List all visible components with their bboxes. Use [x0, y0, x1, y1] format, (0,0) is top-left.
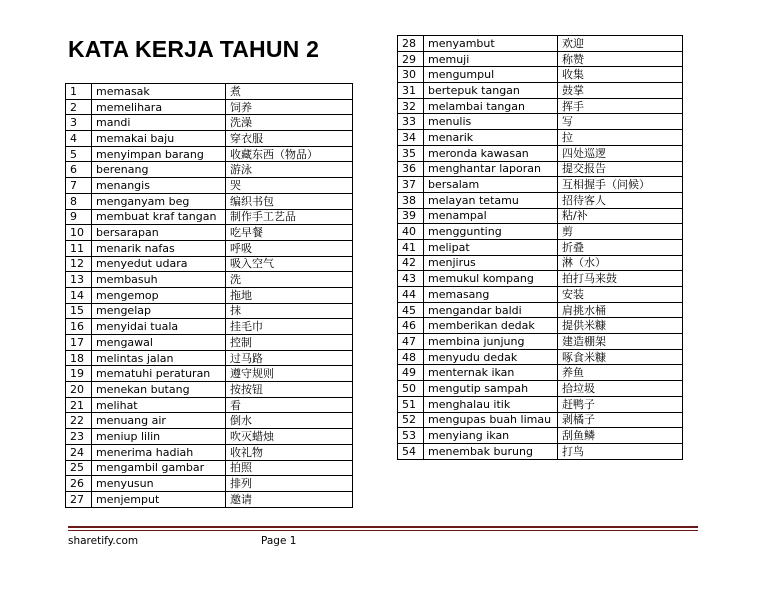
row-number-cell: 14	[66, 287, 92, 303]
chinese-translation-cell: 游泳	[226, 162, 353, 178]
row-number-cell: 50	[398, 381, 424, 397]
table-row	[66, 178, 353, 194]
malay-verb-cell: menganyam beg	[92, 193, 226, 209]
malay-verb-cell: mengandar baldi	[424, 302, 558, 318]
table-row	[398, 239, 683, 255]
footer-divider-thin	[68, 530, 698, 531]
malay-verb-cell: mengutip sampah	[424, 381, 558, 397]
row-number-cell: 31	[398, 83, 424, 99]
row-number-cell: 1	[66, 84, 92, 100]
row-number-cell: 15	[66, 303, 92, 319]
chinese-translation-cell: 招待客人	[558, 192, 683, 208]
table-row	[398, 255, 683, 271]
malay-verb-cell: memukul kompang	[424, 271, 558, 287]
row-number-cell: 25	[66, 460, 92, 476]
table-row	[66, 319, 353, 335]
row-number-cell: 8	[66, 193, 92, 209]
chinese-translation-cell: 吸入空气	[226, 256, 353, 272]
chinese-translation-cell: 制作手工艺品	[226, 209, 353, 225]
table-row	[66, 382, 353, 398]
table-row	[66, 335, 353, 351]
malay-verb-cell: membuat kraf tangan	[92, 209, 226, 225]
row-number-cell: 49	[398, 365, 424, 381]
malay-verb-cell: menggunting	[424, 224, 558, 240]
table-row	[398, 114, 683, 130]
chinese-translation-cell: 拖地	[226, 287, 353, 303]
row-number-cell: 48	[398, 349, 424, 365]
table-row	[66, 366, 353, 382]
footer-divider-thick	[68, 526, 698, 528]
chinese-translation-cell: 淋（水）	[558, 255, 683, 271]
chinese-translation-cell: 打鸟	[558, 443, 683, 459]
table-row	[66, 99, 353, 115]
malay-verb-cell: membina junjung	[424, 334, 558, 350]
malay-verb-cell: menulis	[424, 114, 558, 130]
row-number-cell: 6	[66, 162, 92, 178]
malay-verb-cell: memberikan dedak	[424, 318, 558, 334]
chinese-translation-cell: 提供米糠	[558, 318, 683, 334]
chinese-translation-cell: 互相握手（问候）	[558, 177, 683, 193]
malay-verb-cell: memakai baju	[92, 131, 226, 147]
row-number-cell: 44	[398, 287, 424, 303]
verb-table-left	[65, 83, 353, 508]
row-number-cell: 23	[66, 429, 92, 445]
table-row	[398, 381, 683, 397]
malay-verb-cell: mematuhi peraturan	[92, 366, 226, 382]
row-number-cell: 43	[398, 271, 424, 287]
table-row	[66, 162, 353, 178]
chinese-translation-cell: 倒水	[226, 413, 353, 429]
chinese-translation-cell: 养鱼	[558, 365, 683, 381]
table-row	[398, 98, 683, 114]
malay-verb-cell: menerima hadiah	[92, 444, 226, 460]
table-row	[66, 444, 353, 460]
row-number-cell: 38	[398, 192, 424, 208]
chinese-translation-cell: 安装	[558, 287, 683, 303]
malay-verb-cell: memelihara	[92, 99, 226, 115]
malay-verb-cell: melipat	[424, 239, 558, 255]
chinese-translation-cell: 过马路	[226, 350, 353, 366]
malay-verb-cell: menjemput	[92, 491, 226, 507]
table-row	[398, 365, 683, 381]
row-number-cell: 34	[398, 130, 424, 146]
row-number-cell: 18	[66, 350, 92, 366]
row-number-cell: 37	[398, 177, 424, 193]
chinese-translation-cell: 提交报告	[558, 161, 683, 177]
table-row	[398, 396, 683, 412]
row-number-cell: 32	[398, 98, 424, 114]
malay-verb-cell: memasang	[424, 287, 558, 303]
table-row	[66, 303, 353, 319]
table-row	[66, 413, 353, 429]
row-number-cell: 36	[398, 161, 424, 177]
malay-verb-cell: menghalau itik	[424, 396, 558, 412]
chinese-translation-cell: 写	[558, 114, 683, 130]
chinese-translation-cell: 啄食米糠	[558, 349, 683, 365]
malay-verb-cell: mengelap	[92, 303, 226, 319]
malay-verb-cell: bersalam	[424, 177, 558, 193]
row-number-cell: 45	[398, 302, 424, 318]
row-number-cell: 51	[398, 396, 424, 412]
row-number-cell: 41	[398, 239, 424, 255]
table-row	[66, 146, 353, 162]
table-row	[398, 443, 683, 459]
table-row	[66, 491, 353, 507]
table-row	[66, 240, 353, 256]
row-number-cell: 19	[66, 366, 92, 382]
row-number-cell: 11	[66, 240, 92, 256]
row-number-cell: 40	[398, 224, 424, 240]
chinese-translation-cell: 剪	[558, 224, 683, 240]
chinese-translation-cell: 洗	[226, 272, 353, 288]
chinese-translation-cell: 折叠	[558, 239, 683, 255]
chinese-translation-cell: 遵守规则	[226, 366, 353, 382]
table-row	[398, 36, 683, 52]
malay-verb-cell: menangis	[92, 178, 226, 194]
row-number-cell: 33	[398, 114, 424, 130]
table-row	[66, 476, 353, 492]
row-number-cell: 10	[66, 225, 92, 241]
row-number-cell: 35	[398, 145, 424, 161]
chinese-translation-cell: 吃早餐	[226, 225, 353, 241]
row-number-cell: 2	[66, 99, 92, 115]
chinese-translation-cell: 看	[226, 397, 353, 413]
malay-verb-cell: menyiang ikan	[424, 428, 558, 444]
row-number-cell: 47	[398, 334, 424, 350]
table-row	[66, 115, 353, 131]
table-row	[66, 460, 353, 476]
malay-verb-cell: menghantar laporan	[424, 161, 558, 177]
row-number-cell: 42	[398, 255, 424, 271]
malay-verb-cell: meniup lilin	[92, 429, 226, 445]
malay-verb-cell: menyidai tuala	[92, 319, 226, 335]
chinese-translation-cell: 呼吸	[226, 240, 353, 256]
table-row	[398, 428, 683, 444]
malay-verb-cell: mengawal	[92, 335, 226, 351]
malay-verb-cell: menuang air	[92, 413, 226, 429]
row-number-cell: 29	[398, 51, 424, 67]
row-number-cell: 7	[66, 178, 92, 194]
table-row	[66, 193, 353, 209]
row-number-cell: 9	[66, 209, 92, 225]
malay-verb-cell: mengupas buah limau	[424, 412, 558, 428]
table-row	[398, 51, 683, 67]
malay-verb-cell: bertepuk tangan	[424, 83, 558, 99]
row-number-cell: 3	[66, 115, 92, 131]
table-row	[66, 209, 353, 225]
chinese-translation-cell: 收藏东西（物品）	[226, 146, 353, 162]
table-row	[66, 397, 353, 413]
chinese-translation-cell: 收礼物	[226, 444, 353, 460]
table-row	[66, 256, 353, 272]
malay-verb-cell: mandi	[92, 115, 226, 131]
row-number-cell: 52	[398, 412, 424, 428]
row-number-cell: 24	[66, 444, 92, 460]
table-row	[398, 318, 683, 334]
table-row	[398, 412, 683, 428]
table-row	[398, 208, 683, 224]
table-row	[66, 225, 353, 241]
table-row	[398, 83, 683, 99]
table-row	[398, 67, 683, 83]
table-row	[398, 287, 683, 303]
table-row	[66, 287, 353, 303]
chinese-translation-cell: 肩挑水桶	[558, 302, 683, 318]
malay-verb-cell: mengemop	[92, 287, 226, 303]
row-number-cell: 17	[66, 335, 92, 351]
row-number-cell: 5	[66, 146, 92, 162]
table-row	[398, 224, 683, 240]
chinese-translation-cell: 收集	[558, 67, 683, 83]
malay-verb-cell: menyimpan barang	[92, 146, 226, 162]
chinese-translation-cell: 欢迎	[558, 36, 683, 52]
verb-table-right-body	[398, 36, 683, 460]
chinese-translation-cell: 抹	[226, 303, 353, 319]
malay-verb-cell: mengambil gambar	[92, 460, 226, 476]
malay-verb-cell: melihat	[92, 397, 226, 413]
table-row	[66, 350, 353, 366]
row-number-cell: 28	[398, 36, 424, 52]
chinese-translation-cell: 建造棚架	[558, 334, 683, 350]
malay-verb-cell: meronda kawasan	[424, 145, 558, 161]
chinese-translation-cell: 穿衣服	[226, 131, 353, 147]
row-number-cell: 13	[66, 272, 92, 288]
footer-page-number: Page 1	[261, 535, 297, 547]
chinese-translation-cell: 刮鱼鳞	[558, 428, 683, 444]
table-row	[398, 145, 683, 161]
chinese-translation-cell: 哭	[226, 178, 353, 194]
malay-verb-cell: menyudu dedak	[424, 349, 558, 365]
row-number-cell: 21	[66, 397, 92, 413]
row-number-cell: 4	[66, 131, 92, 147]
table-row	[398, 302, 683, 318]
row-number-cell: 27	[66, 491, 92, 507]
table-row	[398, 334, 683, 350]
row-number-cell: 46	[398, 318, 424, 334]
malay-verb-cell: menekan butang	[92, 382, 226, 398]
footer-site-name: sharetify.com	[68, 535, 139, 547]
malay-verb-cell: menarik nafas	[92, 240, 226, 256]
table-row	[66, 84, 353, 100]
table-row	[398, 192, 683, 208]
table-row	[398, 130, 683, 146]
row-number-cell: 20	[66, 382, 92, 398]
malay-verb-cell: melambai tangan	[424, 98, 558, 114]
chinese-translation-cell: 赶鸭子	[558, 396, 683, 412]
row-number-cell: 30	[398, 67, 424, 83]
row-number-cell: 53	[398, 428, 424, 444]
row-number-cell: 54	[398, 443, 424, 459]
row-number-cell: 16	[66, 319, 92, 335]
chinese-translation-cell: 拍照	[226, 460, 353, 476]
chinese-translation-cell: 鼓掌	[558, 83, 683, 99]
chinese-translation-cell: 邀请	[226, 491, 353, 507]
malay-verb-cell: menembak burung	[424, 443, 558, 459]
chinese-translation-cell: 粘/补	[558, 208, 683, 224]
table-row	[66, 272, 353, 288]
table-row	[398, 271, 683, 287]
malay-verb-cell: mengumpul	[424, 67, 558, 83]
document-title: KATA KERJA TAHUN 2	[68, 36, 320, 62]
malay-verb-cell: menyambut	[424, 36, 558, 52]
table-row	[66, 131, 353, 147]
malay-verb-cell: menampal	[424, 208, 558, 224]
chinese-translation-cell: 拉	[558, 130, 683, 146]
chinese-translation-cell: 拾垃圾	[558, 381, 683, 397]
malay-verb-cell: menternak ikan	[424, 365, 558, 381]
row-number-cell: 12	[66, 256, 92, 272]
row-number-cell: 39	[398, 208, 424, 224]
malay-verb-cell: menarik	[424, 130, 558, 146]
malay-verb-cell: membasuh	[92, 272, 226, 288]
chinese-translation-cell: 排列	[226, 476, 353, 492]
malay-verb-cell: melayan tetamu	[424, 192, 558, 208]
table-row	[66, 429, 353, 445]
verb-table-right	[397, 35, 683, 460]
chinese-translation-cell: 拍打马来鼓	[558, 271, 683, 287]
chinese-translation-cell: 煮	[226, 84, 353, 100]
chinese-translation-cell: 吹灭蜡烛	[226, 429, 353, 445]
chinese-translation-cell: 挂毛巾	[226, 319, 353, 335]
malay-verb-cell: memuji	[424, 51, 558, 67]
chinese-translation-cell: 按按钮	[226, 382, 353, 398]
malay-verb-cell: menyusun	[92, 476, 226, 492]
malay-verb-cell: menjirus	[424, 255, 558, 271]
table-row	[398, 349, 683, 365]
verb-table-left-body	[66, 84, 353, 508]
malay-verb-cell: melintas jalan	[92, 350, 226, 366]
malay-verb-cell: memasak	[92, 84, 226, 100]
table-row	[398, 177, 683, 193]
chinese-translation-cell: 洗澡	[226, 115, 353, 131]
chinese-translation-cell: 挥手	[558, 98, 683, 114]
malay-verb-cell: menyedut udara	[92, 256, 226, 272]
chinese-translation-cell: 剥橘子	[558, 412, 683, 428]
chinese-translation-cell: 称赞	[558, 51, 683, 67]
chinese-translation-cell: 饲养	[226, 99, 353, 115]
malay-verb-cell: berenang	[92, 162, 226, 178]
row-number-cell: 26	[66, 476, 92, 492]
chinese-translation-cell: 编织书包	[226, 193, 353, 209]
chinese-translation-cell: 四处巡逻	[558, 145, 683, 161]
row-number-cell: 22	[66, 413, 92, 429]
table-row	[398, 161, 683, 177]
chinese-translation-cell: 控制	[226, 335, 353, 351]
malay-verb-cell: bersarapan	[92, 225, 226, 241]
